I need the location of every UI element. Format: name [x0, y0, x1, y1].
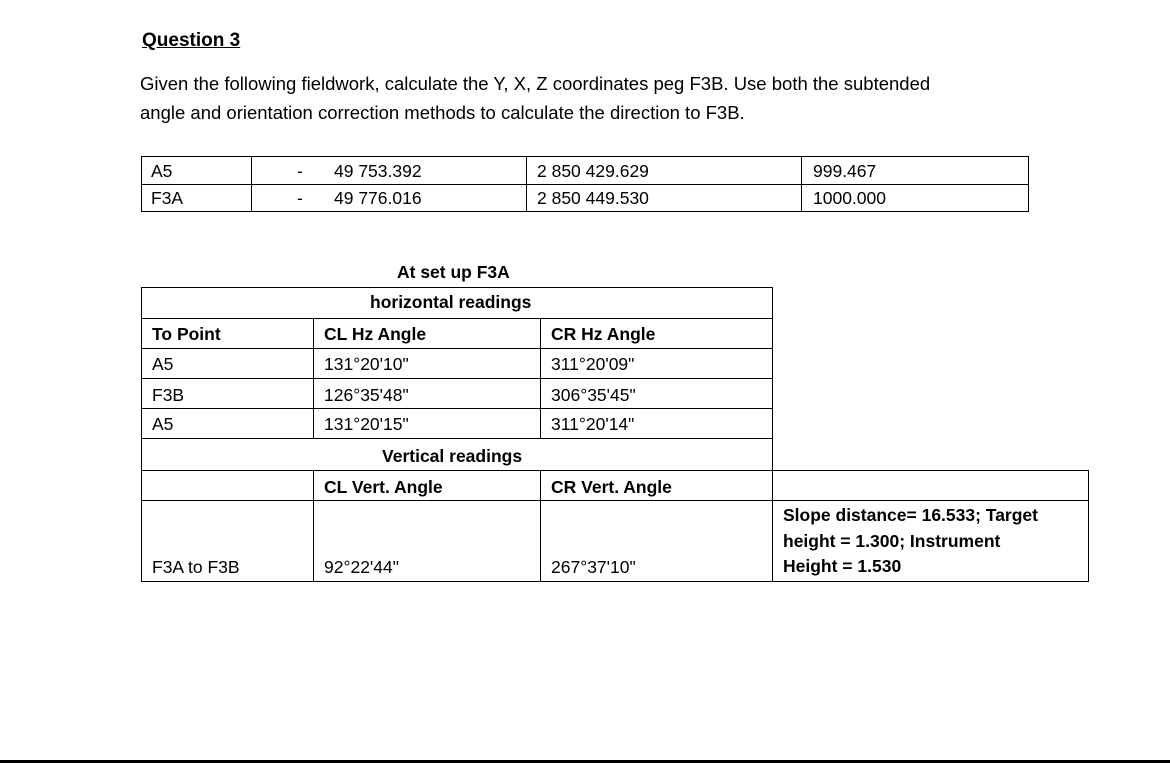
coord-sign: -: [297, 188, 303, 208]
intro-line-1: Given the following fieldwork, calculate the Y, X, Z coordinates peg F3B. Use both the subtended: [140, 73, 931, 94]
header-cl-hz: CL Hz Angle: [324, 324, 427, 344]
setup-title: At set up F3A: [397, 262, 510, 282]
coord-sign: -: [297, 161, 303, 181]
row-point: A5: [152, 414, 174, 434]
row-cl: 131°20'15": [324, 414, 409, 434]
row-point: F3B: [152, 385, 185, 405]
header-to-point: To Point: [152, 324, 221, 344]
coord-z: 999.467: [813, 161, 877, 181]
coord-point: F3A: [151, 188, 184, 208]
horizontal-title: horizontal readings: [370, 292, 532, 312]
row-cr: 306°35'45": [551, 385, 636, 405]
header-cr-vert: CR Vert. Angle: [551, 477, 672, 497]
table-cell: [772, 470, 1089, 501]
vertical-row-label: F3A to F3B: [152, 557, 240, 577]
coord-y: 49 776.016: [334, 188, 422, 208]
vertical-row-cl: 92°22'44": [324, 557, 399, 577]
notes-line-1: Slope distance= 16.533; Target: [783, 505, 1038, 525]
row-cr: 311°20'09": [551, 354, 635, 374]
row-point: A5: [152, 354, 174, 374]
intro-line-2: angle and orientation correction methods to calculate the direction to F3B.: [140, 102, 745, 123]
row-cl: 126°35'48": [324, 385, 409, 405]
coord-x: 2 850 429.629: [537, 161, 649, 181]
notes-line-2: height = 1.300; Instrument: [783, 531, 1001, 551]
coord-point: A5: [151, 161, 173, 181]
notes-line-3: Height = 1.530: [783, 556, 902, 576]
question-heading: Question 3: [142, 30, 241, 51]
vertical-title: Vertical readings: [382, 446, 523, 466]
coord-z: 1000.000: [813, 188, 886, 208]
header-cl-vert: CL Vert. Angle: [324, 477, 443, 497]
header-cr-hz: CR Hz Angle: [551, 324, 656, 344]
coord-x: 2 850 449.530: [537, 188, 649, 208]
coord-y: 49 753.392: [334, 161, 422, 181]
vertical-row-cr: 267°37'10": [551, 557, 636, 577]
row-cr: 311°20'14": [551, 414, 635, 434]
row-cl: 131°20'10": [324, 354, 409, 374]
table-cell: [141, 470, 314, 501]
